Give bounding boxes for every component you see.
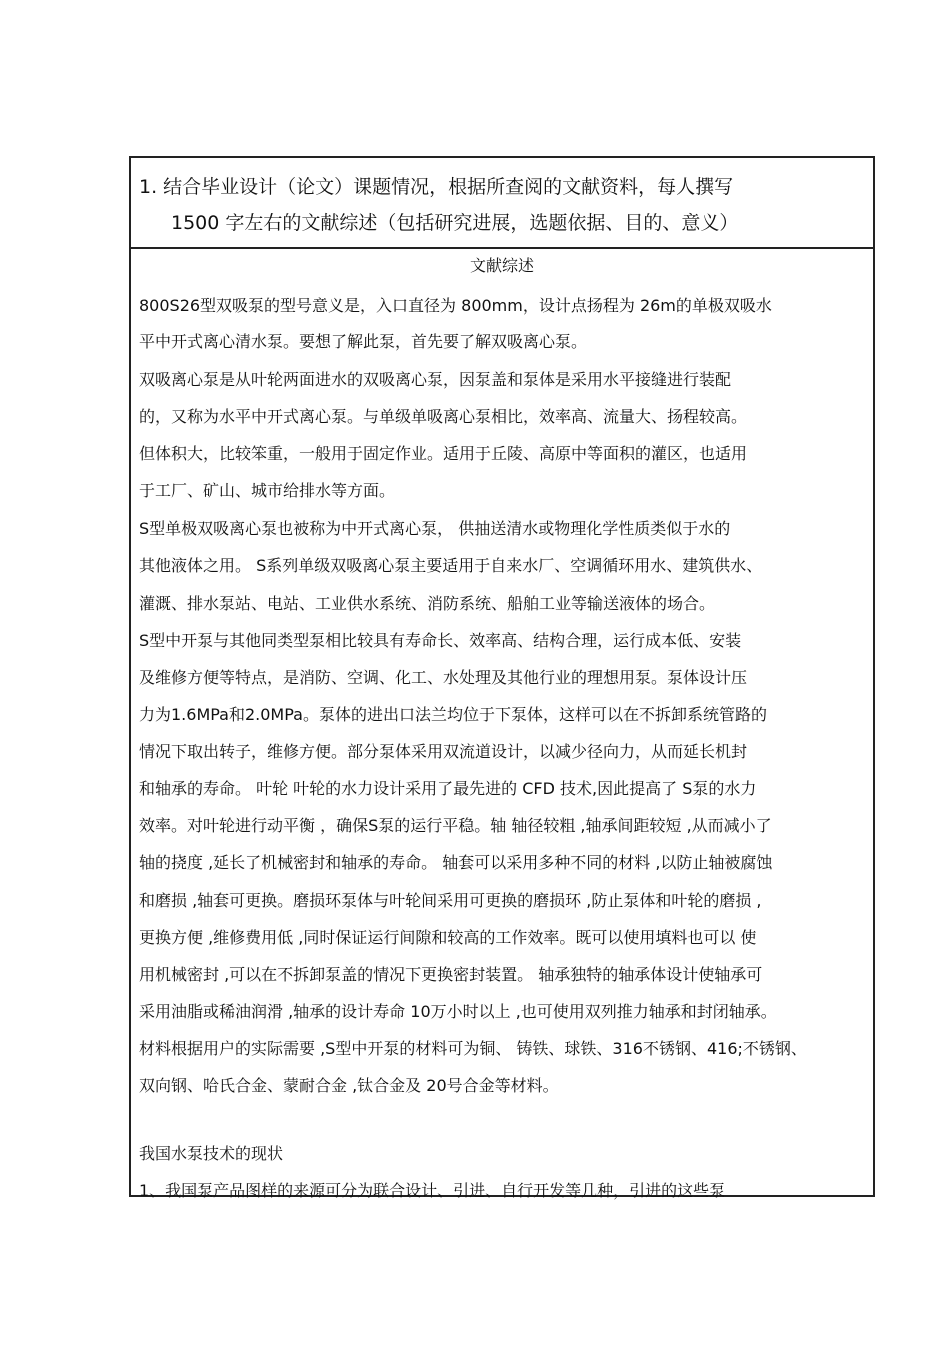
text-line: 采用油脂或稀油润滑 ,轴承的设计寿命 10万小时以上 ,也可使用双列推力轴承和封闭轴承。 xyxy=(139,1002,777,1021)
section-title: 文献综述 xyxy=(469,256,534,275)
text-line: 效率。对叶轮进行动平衡 ，确保S泵的运行平稳。轴 轴径较粗 ,轴承间距较短 ,从而减小了 xyxy=(139,816,772,835)
text-line: 灌溉、排水泵站、电站、工业供水系统、消防系统、船舶工业等输送液体的场合。 xyxy=(139,594,716,613)
text-line: 800S26型双吸泵的型号意义是，入口直径为 800mm，设计点扬程为 26m的单极双吸水 xyxy=(139,296,772,315)
text-line: 其他液体之用。 S系列单级双吸离心泵主要适用于自来水厂、空调循环用水、建筑供水、 xyxy=(139,556,763,575)
text-line: 的，又称为水平中开式离心泵。与单级单吸离心泵相比，效率高、流量大、扬程较高。 xyxy=(139,407,748,426)
text-line: 用机械密封 ,可以在不拆卸泵盖的情况下更换密封装置。 轴承独特的轴承体设计使轴承可 xyxy=(139,965,763,984)
text-line: 轴的挠度 ,延长了机械密封和轴承的寿命。 轴套可以采用多种不同的材料 ,以防止轴被腐蚀 xyxy=(139,853,773,872)
text-line: 双向钢、哈氏合金、蒙耐合金 ,钛合金及 20号合金等材料。 xyxy=(139,1076,559,1095)
text-line: 平中开式离心清水泵。要想了解此泵，首先要了解双吸离心泵。 xyxy=(139,332,588,351)
text-line: 我国水泵技术的现状 xyxy=(139,1144,284,1163)
text-line: 但体积大，比较笨重，一般用于固定作业。适用于丘陵、高原中等面积的灌区，也适用 xyxy=(139,444,748,463)
form-table xyxy=(129,156,875,1200)
text-line: 和轴承的寿命。 叶轮 叶轮的水力设计采用了最先进的 CFD 技术,因此提高了 S泵的水力 xyxy=(139,779,757,798)
text-line: 双吸离心泵是从叶轮两面进水的双吸离心泵，因泵盖和泵体是采用水平接缝进行装配 xyxy=(139,370,732,389)
answer-cell xyxy=(131,247,873,1200)
text-line: 更换方便 ,维修费用低 ,同时保证运行间隙和较高的工作效率。既可以使用填料也可以 使 xyxy=(139,928,757,947)
text-line: 情况下取出转子，维修方便。部分泵体采用双流道设计，以减少径向力，从而延长机封 xyxy=(139,742,748,761)
text-line: 于工厂、矿山、城市给排水等方面。 xyxy=(139,481,396,500)
text-line: 及维修方便等特点，是消防、空调、化工、水处理及其他行业的理想用泵。泵体设计压 xyxy=(139,668,748,687)
question-header xyxy=(131,158,873,249)
text-line: S型单极双吸离心泵也被称为中开式离心泵， 供抽送清水或物理化学性质类似于水的 xyxy=(139,519,731,538)
text-line: S型中开泵与其他同类型泵相比较具有寿命长、效率高、结构合理，运行成本低、安装 xyxy=(139,631,742,650)
text-line: 和磨损 ,轴套可更换。磨损环泵体与叶轮间采用可更换的磨损环 ,防止泵体和叶轮的磨损 , xyxy=(139,891,762,910)
question-line-1: 1. 结合毕业设计（论文）课题情况，根据所查阅的文献资料，每人撰写 xyxy=(139,176,734,198)
text-line: 材料根据用户的实际需要 ,S型中开泵的材料可为铜、 铸铁、球铁、316不锈钢、416;不锈钢、 xyxy=(139,1039,807,1058)
text-line: 力为1.6MPa和2.0MPa。泵体的进出口法兰均位于下泵体，这样可以在不拆卸系统管路的 xyxy=(139,705,767,724)
question-line-2: 1500 字左右的文献综述（包括研究进展，选题依据、目的、意义） xyxy=(171,212,739,234)
text-line: 1、我国泵产品图样的来源可分为联合设计、引进、自行开发等几种，引进的这些泵 xyxy=(139,1181,726,1200)
